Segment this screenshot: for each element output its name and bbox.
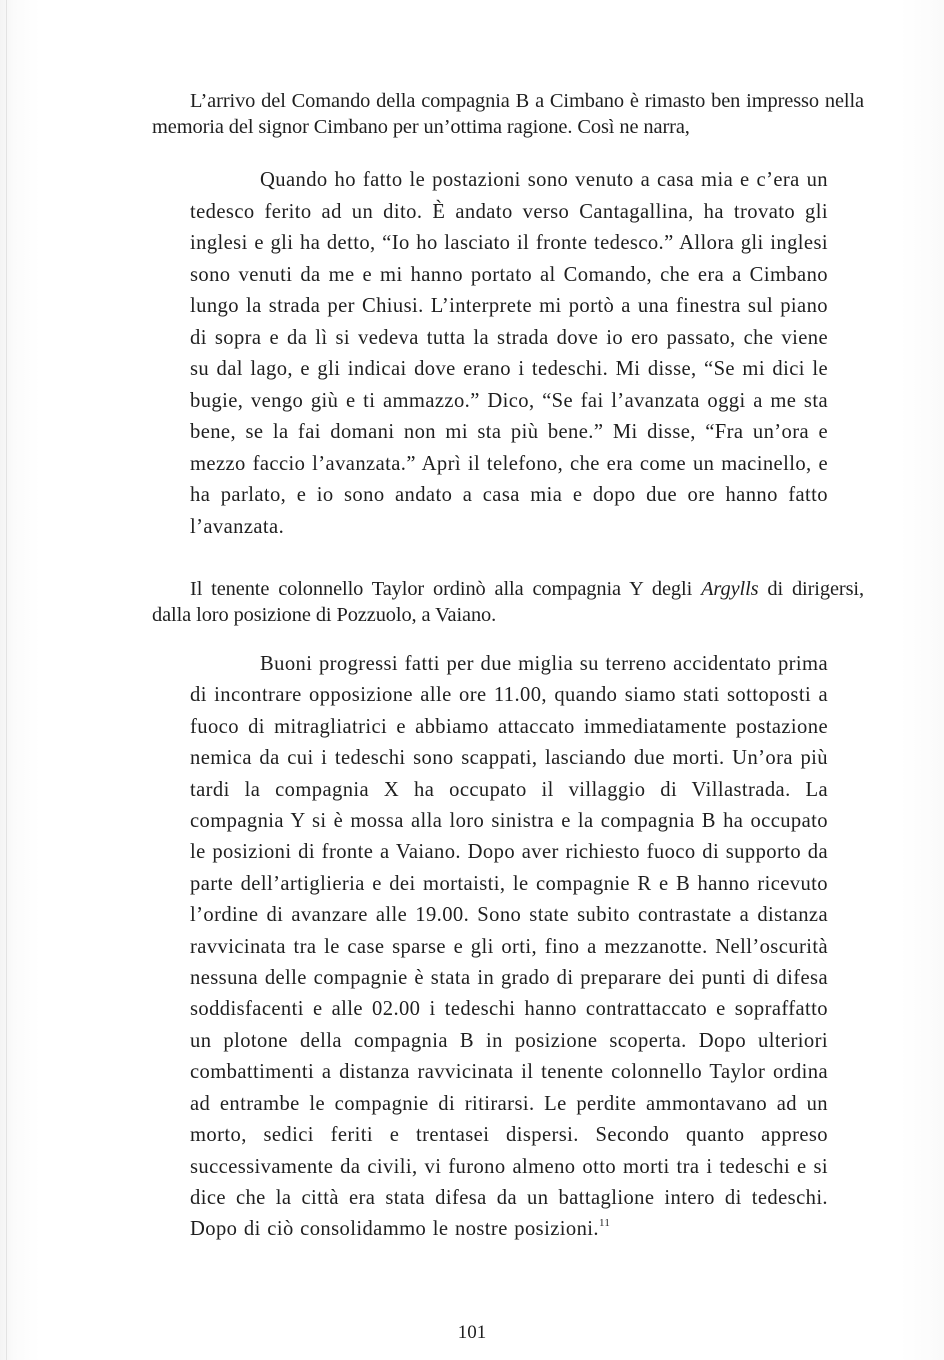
- war-diary-text: Buoni progressi fatti per due miglia su terreno accidentato prima di incontrare opposizione alle ore 11.00, quando siamo stati sottoposti a fuoco di mitragliatrici e abbiamo attaccato immediatamente postazione nemica da cui i tedeschi sono scappati, lasciando due morti. Un’ora più tardi la compagnia X ha occupato il villaggio di Villastrada. La compagnia Y si è mossa alla loro sinistra e la compagnia B ha occupato le posizioni di fronte a Vaiano. Dopo aver richiesto fuoco di supporto da parte dell’artiglieria e dei mortaisti, le compagnie R e B hanno ricevuto l’ordine di avanzare alle 19.00. Sono state subito contrastate a distanza ravvicinata tra le case sparse e gli orti, fino a mezzanotte. Nell’oscurità nessuna delle compagnie è stata in grado di preparare dei punti di difesa soddisfacenti e alle 02.00 i tedeschi hanno contrattaccato e sopraffatto un plotone della compagnia B in posizione scoperta. Dopo ulteriori combattimenti a distanza ravvicinata il tenente colonnello Taylor ordina ad entrambe le compagnie di ritirarsi. Le perdite ammontavano ad un morto, sedici feriti e trentasei dispersi. Secondo quanto appreso successivamente da civili, vi furono almeno otto morti tra i tedeschi e si dice che la città era stata difesa da un battaglione intero di tedeschi. Dopo di ciò consolidammo le nostre posizioni.: [190, 653, 828, 1241]
- footnote-marker: 11: [598, 1217, 611, 1230]
- taylor-order-paragraph: [152, 576, 864, 628]
- argylls-emphasis: Argylls: [701, 578, 759, 600]
- intro-paragraph: L’arrivo del Comando della compagnia B a Cimbano è rimasto ben impresso nella memoria del signor Cimbano per un’ottima ragione. Così ne narra,: [152, 90, 864, 138]
- order-text-before: Il tenente colonnello Taylor ordinò alla compagnia Y degli: [190, 578, 702, 600]
- page-gutter-edge: [6, 0, 7, 1360]
- cimbano-testimony-quote: Quando ho fatto le postazioni sono venuto a casa mia e c’era un tedesco ferito ad un dito. È andato verso Cantagallina, ha trovato gli inglesi e gli ha detto, “Io ho lasciato il fronte tedesco.” Allora gli inglesi sono venuti da me e mi hanno portato al Comando, che era a Cimbano lungo la strada per Chiusi. L’interprete mi portò a una finestra sul piano di sopra e da lì si vedeva tutta la strada dove io ero passato, che viene su dal lago, e gli indicai dove erano i tedeschi. Mi disse, “Se mi dici le bugie, vengo giù e ti ammazzo.” Dico, “Se fai l’avanzata oggi a me sta bene, se la fai domani non mi sta più bene.” Mi disse, “Fra un’ora e mezzo faccio l’avanzata.” Aprì il telefono, che era come un macinello, e ha parlato, e io sono andato a casa mia e dopo due ore hanno fatto l’avanzata.: [190, 169, 828, 538]
- order-text-after: di dirigersi, dalla loro posizione di Pozzuolo, a Vaiano.: [152, 578, 864, 626]
- page-number: 101: [457, 1322, 487, 1343]
- war-diary-quote: [190, 649, 828, 1246]
